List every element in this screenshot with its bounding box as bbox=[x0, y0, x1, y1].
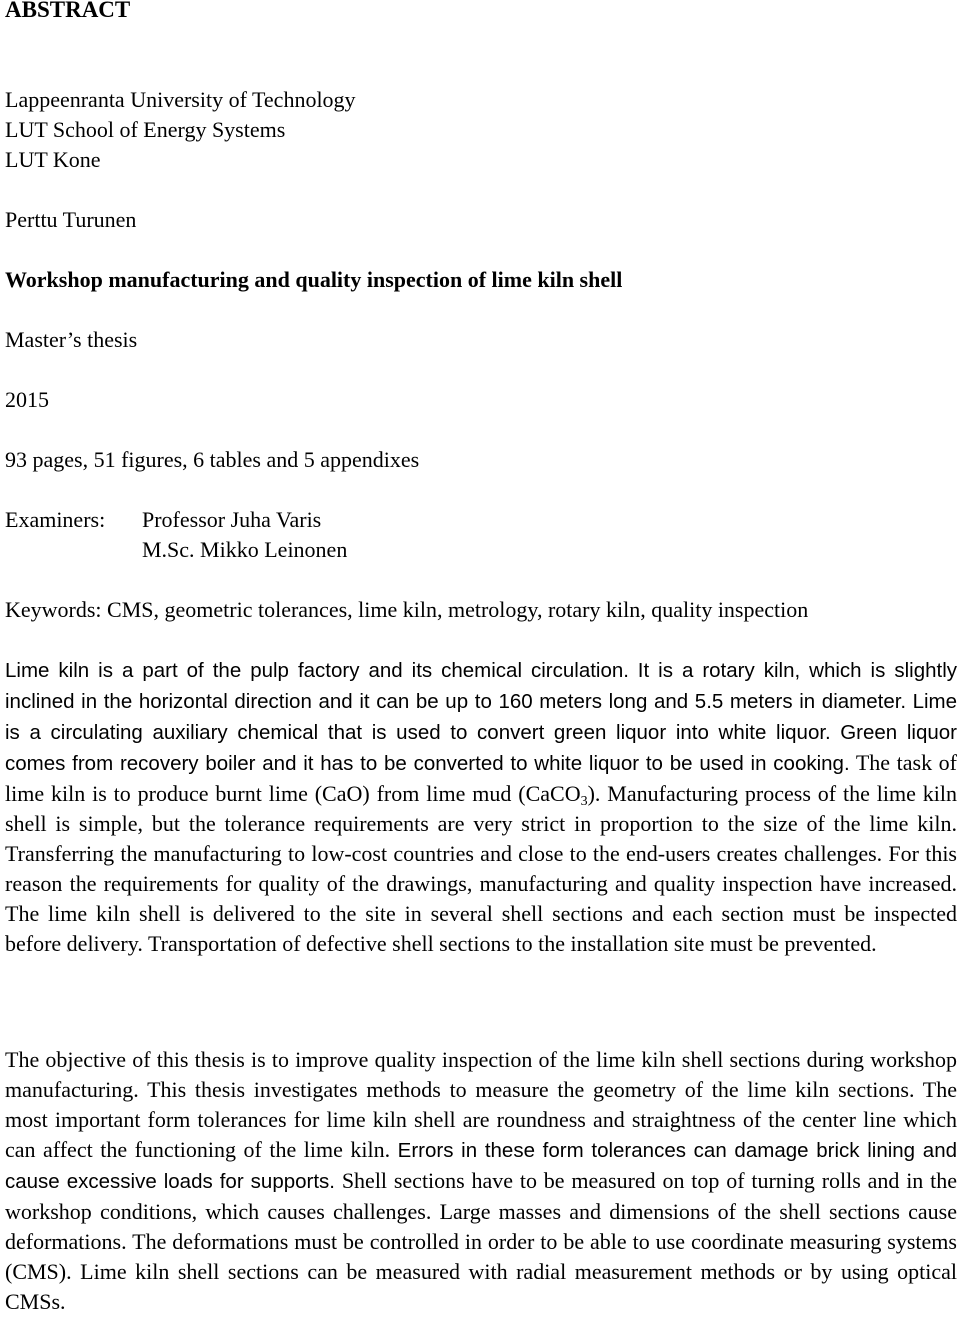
university-name: Lappeenranta University of Technology bbox=[5, 87, 356, 112]
examiners-label: Examiners: bbox=[5, 507, 106, 532]
p2-sentence-7: The deformations must be controlled in order to be able to use coordinate measuring systems (CMS). bbox=[5, 1229, 957, 1284]
examiners-line bbox=[5, 505, 321, 535]
examiner-1: Professor Juha Varis bbox=[142, 507, 322, 532]
p1-sentence-3: Lime is a circulating auxiliary chemical that is used to convert green liquor into white liquor. bbox=[5, 690, 957, 744]
keywords-line: Keywords: CMS, geometric tolerances, lime kiln, metrology, rotary kiln, quality inspection bbox=[5, 597, 809, 622]
p1-sentence-2: It is a rotary kiln, which is slightly inclined in the horizontal direction and it can be up to 160 meters long and 5.5 meters in diameter. bbox=[5, 659, 957, 713]
abstract-paragraph-1 bbox=[5, 655, 957, 959]
p1-sentence-10: Transportation of defective shell sections to the installation site must be prevented. bbox=[147, 931, 877, 956]
examiner-2: M.Sc. Mikko Leinonen bbox=[142, 537, 348, 562]
school-name: LUT School of Energy Systems bbox=[5, 117, 286, 142]
p2-sentence-6: Large masses and dimensions of the shell sections cause deformations. bbox=[5, 1199, 958, 1254]
abstract-heading: ABSTRACT bbox=[5, 0, 131, 22]
caco3-subscript: 3 bbox=[580, 794, 588, 809]
p1-sentence-6: Manufacturing process of the lime kiln shell is simple, but the tolerance requirements are very strict in proportion to the size of the lime kiln. bbox=[5, 781, 957, 836]
p1-sentence-5-end: ). bbox=[587, 781, 601, 806]
thesis-year: 2015 bbox=[5, 387, 49, 412]
p1-sentence-8: For this reason the requirements for quality of the drawings, manufacturing and quality inspection have increased. bbox=[5, 841, 957, 896]
p1-sentence-7: Transferring the manufacturing to low-cost countries and close to the end-users creates challenges. bbox=[5, 841, 883, 866]
thesis-extent: 93 pages, 51 figures, 6 tables and 5 appendixes bbox=[5, 447, 420, 472]
p1-sentence-9: The lime kiln shell is delivered to the site in several shell sections and each section must be inspected before delivery. bbox=[5, 901, 957, 956]
p2-sentence-3: The most important form tolerances for lime kiln shell are roundness and straightness of the center line which can affect the functioning of the lime kiln. bbox=[5, 1077, 957, 1162]
p2-sentence-5: Shell sections have to be measured on top of turning rolls and in the workshop conditions, which causes challenges. bbox=[5, 1168, 957, 1224]
abstract-paragraph-2 bbox=[5, 1045, 957, 1317]
p2-sentence-4: Errors in these form tolerances can damage brick lining and cause excessive loads for supports. bbox=[5, 1139, 957, 1193]
p2-sentence-8: Lime kiln shell sections can be measured with radial measurement methods or by using optical CMSs. bbox=[5, 1259, 958, 1314]
thesis-title: Workshop manufacturing and quality inspection of lime kiln shell bbox=[5, 267, 623, 292]
thesis-type: Master’s thesis bbox=[5, 327, 138, 352]
p2-sentence-1: The objective of this thesis is to improve quality inspection of the lime kiln shell sections during workshop manufacturing. bbox=[5, 1047, 957, 1102]
p1-sentence-1: Lime kiln is a part of the pulp factory and its chemical circulation. bbox=[5, 659, 629, 682]
p1-sentence-4: Green liquor comes from recovery boiler and it has to be converted to white liquor to be used in cooking. bbox=[5, 721, 958, 775]
p2-sentence-2: This thesis investigates methods to measure the geometry of the lime kiln sections. bbox=[147, 1077, 915, 1102]
department-name: LUT Kone bbox=[5, 147, 101, 172]
p1-sentence-5-text: The task of lime kiln is to produce burnt lime (CaO) from lime mud (CaCO bbox=[5, 750, 958, 806]
author-name: Perttu Turunen bbox=[5, 207, 137, 232]
